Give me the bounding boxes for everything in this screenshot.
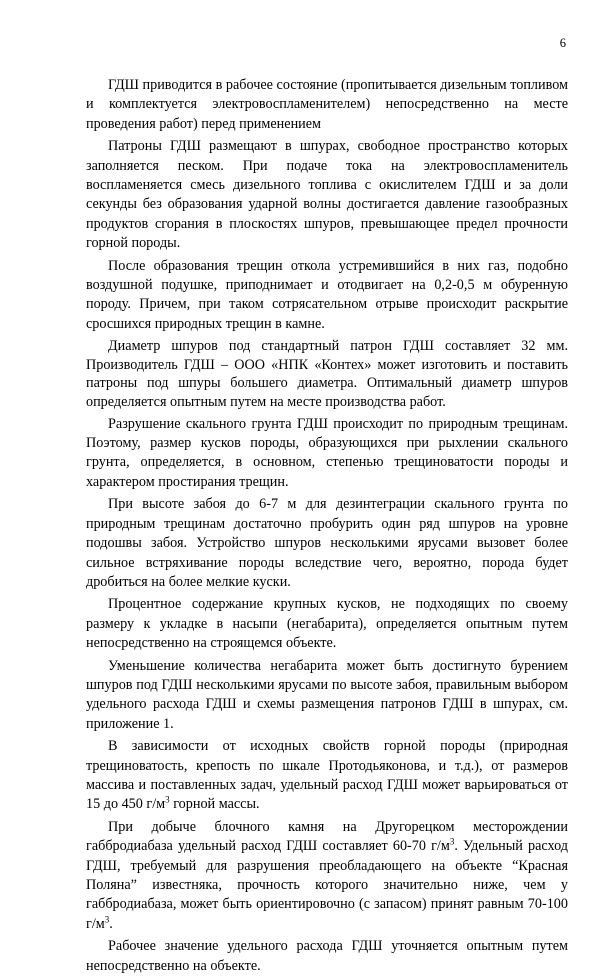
paragraph-9-tail: горной массы. [169,796,260,813]
page-number: 6 [559,36,566,50]
superscript-cubic-2: 3 [104,914,110,925]
paragraph-8: Уменьшение количества негабарита может быть достигнуто бурением шпуров под ГДШ несколькими ярусами по высоте забоя, правильным выбором удельного расхода ГДШ и схемы размещения патронов ГДШ в шпурах, см. приложение 1. [86,657,568,732]
paragraph-2: Патроны ГДШ размещают в шпурах, свободное пространство которых заполняется песком. При подаче тока на электровоспламенитель воспламеняется смесь дизельного топлива с окислителем ГДШ и за доли секунды без образования ударной волны достигается давление газообразных продуктов сгорания в плоскостях шпуров, превышающее предел прочности горной породы. [86,138,568,252]
superscript-cubic: 3 [165,794,170,805]
paragraph-10 [86,818,568,934]
superscript-cubic: 3 [449,836,455,847]
paragraph-3: После образования трещин откола устремившийся в них газ, подобно воздушной подушке, приподнимает и отодвигает на 0,2-0,5 м обуренную породу. Причем, при таком сотрясательном отрыве происходит раскрытие сросшихся природных трещин в камне. [86,257,568,332]
paragraph-10-tail: . [109,915,113,932]
paragraph-7: Процентное содержание крупных кусков, не подходящих по своему размеру к укладке в насыпи (негабарита), определяется опытным путем непосредственно на строящемся объекте. [86,596,568,652]
document-body [86,76,568,979]
paragraph-6: При высоте забоя до 6-7 м для дезинтеграции скального грунта по природным трещинам достаточно пробурить один ряд шпуров на уровне подошвы забоя. Устройство шпуров несколькими ярусами вызовет более сильное встряхивание породы вследствие чего, вероятно, порода будет дробиться на более мелкие куски. [86,496,568,590]
paragraph-5: Разрушение скального грунта ГДШ происходит по природным трещинам. Поэтому, размер кусков породы, образующихся при рыхлении скального грунта, определяется, в основном, степенью трещиноватости породы и характером простирания трещин. [86,415,568,490]
paragraph-4: Диаметр шпуров под стандартный патрон ГДШ составляет 32 мм. Производитель ГДШ – ООО «НПК «Контех» может изготовить и поставить патроны под шпуры большего диаметра. Оптимальный диаметр шпуров определяется опытным путем на месте производства работ. [86,338,568,411]
paragraph-9-text: В зависимости от исходных свойств горной породы (природная трещиноватость, крепость по шкале Протодьяконова, и т.д.), от размеров массива и поставленных задач, удельный расход ГДШ может варьироваться от 15 до 450 г/м [86,738,568,813]
paragraph-9 [86,737,568,815]
paragraph-1: ГДШ приводится в рабочее состояние (пропитывается дизельным топливом и комплектуется электровоспламенителем) непосредственно на месте проведения работ) перед применением [86,77,568,132]
paragraph-10-middle: . Удельный расход ГДШ, требуемый для разрушения преобладающего на объекте “Красная Поляна” известняка, прочность которого значительно ниже, чем у габбродиабаза, может быть ориентировочно (с запасом) принят равным 70-100 г/м [86,838,568,932]
paragraph-10-text: При добыче блочного камня на Другорецком месторождении габбродиабаза удельный расход ГДШ составляет 60-70 г/м [86,818,568,855]
paragraph-11: Рабочее значение удельного расхода ГДШ уточняется опытным путем непосредственно на объекте. [86,938,568,974]
